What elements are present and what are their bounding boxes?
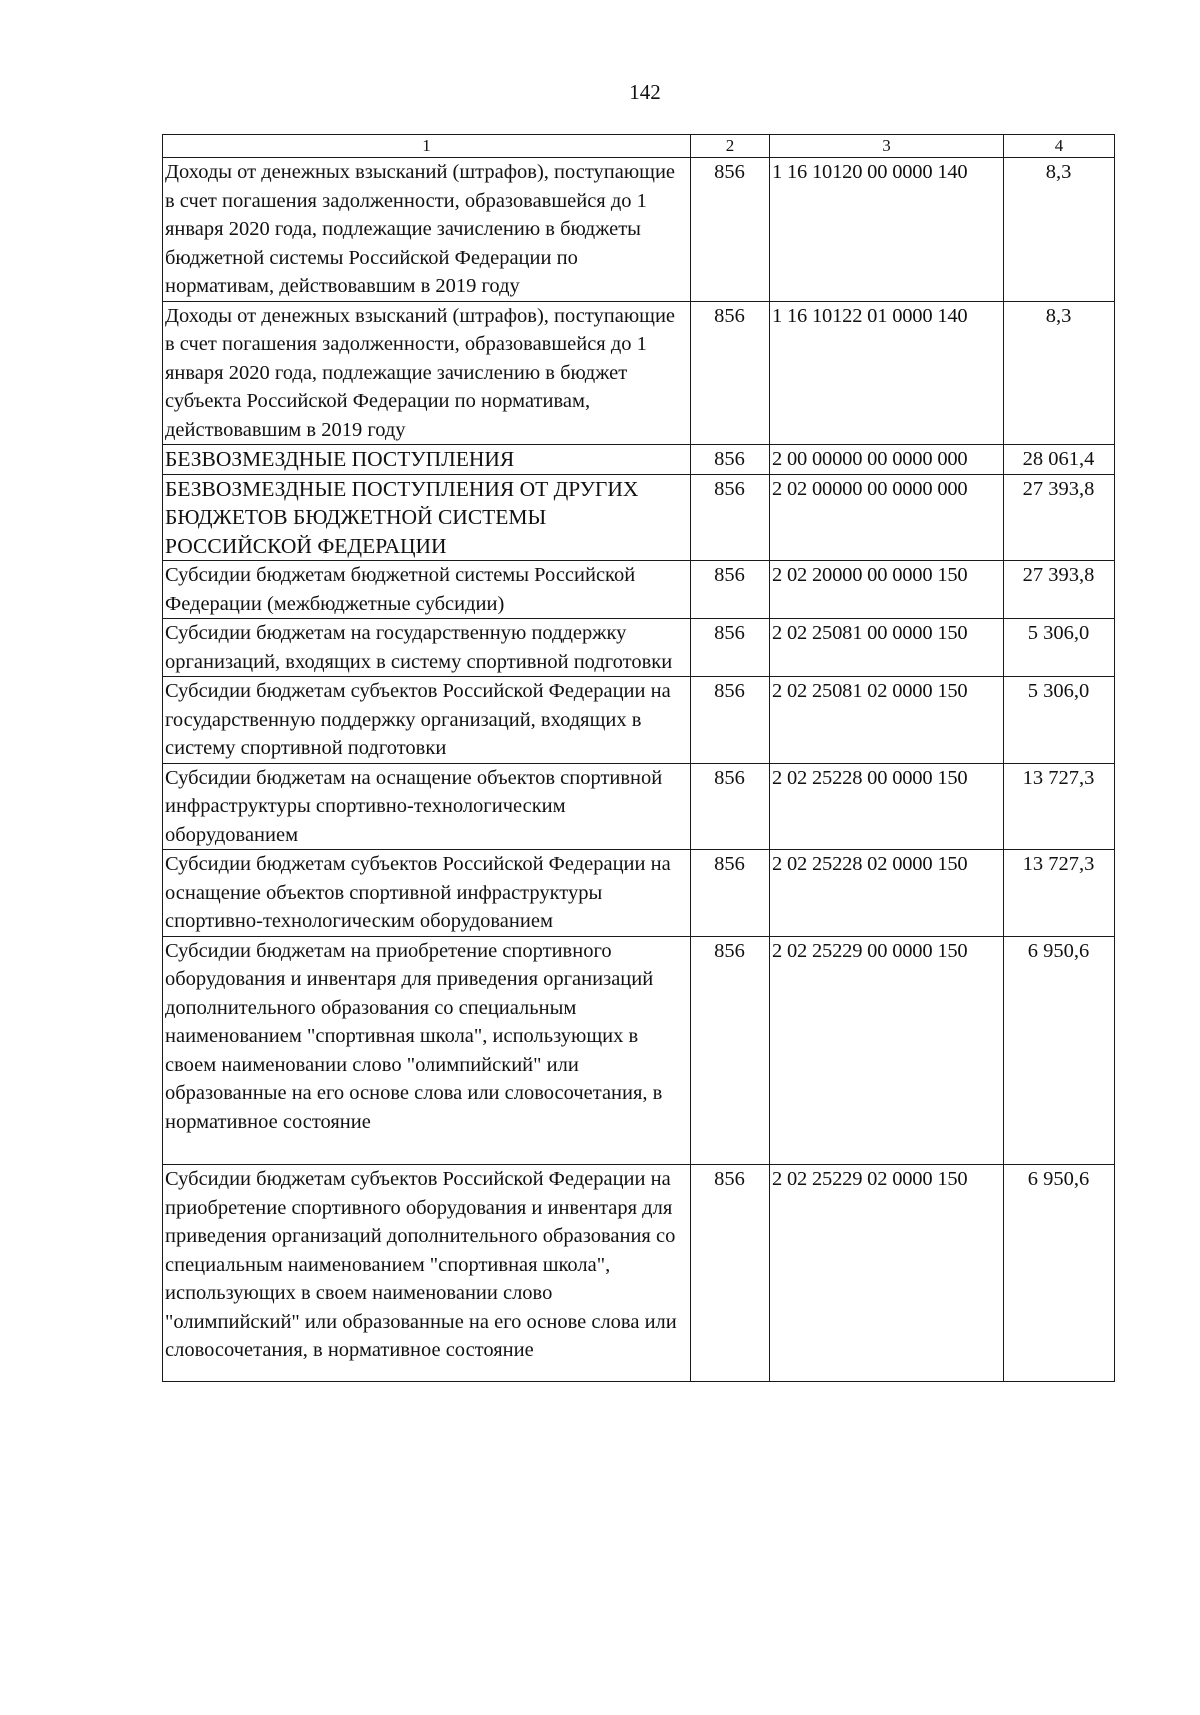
budget-code-cell: 2 02 25229 00 0000 150 [770,936,1004,1165]
revenue-name-cell: Субсидии бюджетам субъектов Российской Федерации на государственную поддержку организаций, входящих в систему спортивной подготовки [163,677,691,764]
admin-code-cell: 856 [691,850,770,937]
amount-cell: 8,3 [1004,158,1115,302]
admin-code-cell: 856 [691,936,770,1165]
table-row [163,445,1115,475]
amount-cell: 8,3 [1004,301,1115,445]
budget-code-cell: 1 16 10122 01 0000 140 [770,301,1004,445]
table-row [163,474,1115,561]
revenue-name-cell: БЕЗВОЗМЕЗДНЫЕ ПОСТУПЛЕНИЯ ОТ ДРУГИХ БЮДЖЕТОВ БЮДЖЕТНОЙ СИСТЕМЫ РОССИЙСКОЙ ФЕДЕРАЦИИ [163,474,691,561]
budget-code-cell: 2 02 25081 02 0000 150 [770,677,1004,764]
table-row [163,936,1115,1165]
amount-cell: 27 393,8 [1004,474,1115,561]
table-row [163,301,1115,445]
admin-code-cell: 856 [691,474,770,561]
budget-code-cell: 2 02 25228 02 0000 150 [770,850,1004,937]
budget-code-cell: 1 16 10120 00 0000 140 [770,158,1004,302]
admin-code-cell: 856 [691,561,770,619]
revenue-name-cell: Субсидии бюджетам бюджетной системы Российской Федерации (межбюджетные субсидии) [163,561,691,619]
admin-code-cell: 856 [691,677,770,764]
table-row [163,763,1115,850]
admin-code-cell: 856 [691,445,770,475]
revenue-name-cell: Субсидии бюджетам субъектов Российской Федерации на оснащение объектов спортивной инфраструктуры спортивно-технологическим оборудованием [163,850,691,937]
amount-cell: 13 727,3 [1004,763,1115,850]
admin-code-cell: 856 [691,301,770,445]
budget-code-cell: 2 02 00000 00 0000 000 [770,474,1004,561]
page-number: 142 [629,80,661,104]
budget-code-cell: 2 02 20000 00 0000 150 [770,561,1004,619]
budget-code-cell: 2 02 25228 00 0000 150 [770,763,1004,850]
revenue-name-cell: Субсидии бюджетам на государственную поддержку организаций, входящих в систему спортивной подготовки [163,619,691,677]
table-row [163,1165,1115,1382]
revenue-table [162,134,1115,1382]
admin-code-cell: 856 [691,763,770,850]
amount-cell: 27 393,8 [1004,561,1115,619]
table-row [163,677,1115,764]
column-header-2: 2 [691,135,770,158]
column-header-3: 3 [770,135,1004,158]
table-row [163,158,1115,302]
budget-code-cell: 2 00 00000 00 0000 000 [770,445,1004,475]
amount-cell: 6 950,6 [1004,936,1115,1165]
revenue-name-cell: Субсидии бюджетам субъектов Российской Федерации на приобретение спортивного оборудования и инвентаря для приведения организаций дополнительного образования со специальным наименованием "спортивная школа", использующих в своем наименовании слово "олимпийский" или образованные на его основе слова или словосочетания, в нормативное состояние [163,1165,691,1382]
admin-code-cell: 856 [691,1165,770,1382]
amount-cell: 28 061,4 [1004,445,1115,475]
revenue-name-cell: Субсидии бюджетам на приобретение спортивного оборудования и инвентаря для приведения организаций дополнительного образования со специальным наименованием "спортивная школа", использующих в своем наименовании слово "олимпийский" или образованные на его основе слова или словосочетания, в нормативное состояние [163,936,691,1165]
budget-code-cell: 2 02 25229 02 0000 150 [770,1165,1004,1382]
revenue-name-cell: Доходы от денежных взысканий (штрафов), поступающие в счет погашения задолженности, образовавшейся до 1 января 2020 года, подлежащие зачислению в бюджет субъекта Российской Федерации по нормативам, действовавшим в 2019 году [163,301,691,445]
amount-cell: 13 727,3 [1004,850,1115,937]
table-row [163,561,1115,619]
column-header-1: 1 [163,135,691,158]
revenue-name-cell: Субсидии бюджетам на оснащение объектов спортивной инфраструктуры спортивно-технологическим оборудованием [163,763,691,850]
amount-cell: 5 306,0 [1004,677,1115,764]
table-header-row [163,135,1115,158]
admin-code-cell: 856 [691,158,770,302]
admin-code-cell: 856 [691,619,770,677]
amount-cell: 6 950,6 [1004,1165,1115,1382]
table-row [163,850,1115,937]
budget-code-cell: 2 02 25081 00 0000 150 [770,619,1004,677]
amount-cell: 5 306,0 [1004,619,1115,677]
revenue-name-cell: БЕЗВОЗМЕЗДНЫЕ ПОСТУПЛЕНИЯ [163,445,691,475]
revenue-name-cell: Доходы от денежных взысканий (штрафов), поступающие в счет погашения задолженности, образовавшейся до 1 января 2020 года, подлежащие зачислению в бюджеты бюджетной системы Российской Федерации по нормативам, действовавшим в 2019 году [163,158,691,302]
column-header-4: 4 [1004,135,1115,158]
table-row [163,619,1115,677]
